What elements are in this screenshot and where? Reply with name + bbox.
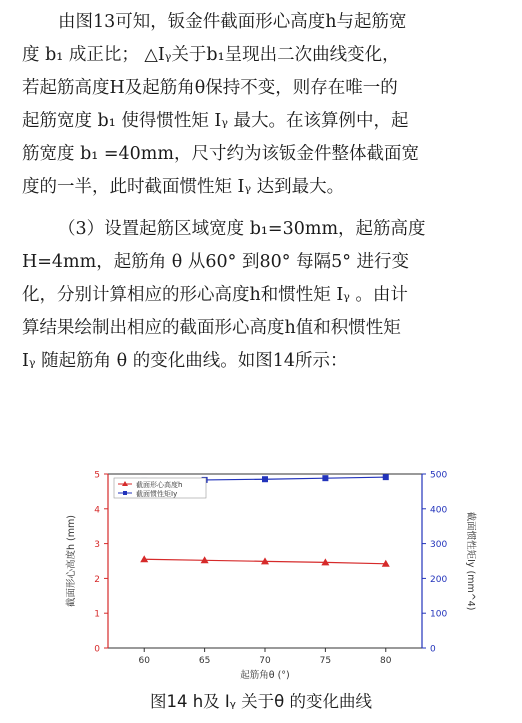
x-tick-label: 75 [319,656,332,666]
right-tick-label: 0 [430,644,436,655]
right-tick-label: 400 [430,505,448,516]
right-tick-label: 100 [430,609,448,620]
x-axis-label: 起筋角θ (°) [240,670,290,681]
x-tick-label: 65 [198,656,211,666]
text-line: 若起筋高度H及起筋角θ保持不变，则存在唯一的 [22,78,398,98]
left-tick-label: 3 [94,540,100,551]
text-line: 筋宽度 b₁ =40mm，尺寸约为该钣金件整体截面宽 [22,144,419,164]
legend-marker [123,491,127,495]
legend-label: 截面惯性矩Iy [136,490,178,498]
text-line: 算结果绘制出相应的截面形心高度h值和积惯性矩 [22,318,401,338]
left-tick-label: 0 [94,644,100,655]
figure-caption: 图14 h及 Iᵧ 关于θ 的变化曲线 [149,692,373,711]
text-line: 度的一半，此时截面惯性矩 Iᵧ 达到最大。 [22,177,345,197]
text-line: 度 b₁ 成正比； △Iᵧ关于b₁呈现出二次曲线变化， [22,45,400,65]
data-point [322,475,328,481]
text-line: 化，分别计算相应的形心高度h和惯性矩 Iᵧ 。由计 [22,285,408,305]
x-tick-label: 70 [259,656,271,666]
right-tick-label: 200 [430,574,448,585]
paragraph-2 [22,213,502,378]
left-tick-label: 4 [94,505,100,516]
right-tick-label: 500 [430,470,448,481]
x-tick-label: 80 [380,656,392,666]
legend-label: 截面形心高度h [136,481,183,489]
paragraph-1 [22,6,502,204]
text-line: （3）设置起筋区域宽度 b₁=30mm，起筋高度 [58,219,426,239]
text-line: Iᵧ 随起筋角 θ 的变化曲线。如图14所示： [22,351,348,371]
right-tick-label: 300 [430,540,448,551]
left-axis-label: 截面形心高度h (mm) [66,515,77,607]
left-tick-label: 2 [94,574,100,585]
text-line: 由图13可知，钣金件截面形心高度h与起筋宽 [58,12,407,32]
text-line: H=4mm，起筋角 θ 从60° 到80° 每隔5° 进行变 [22,252,410,272]
text-line: 起筋宽度 b₁ 使得惯性矩 Iᵧ 最大。在该算例中，起 [22,111,409,131]
right-axis-label: 截面惯性矩Iy (mm^4) [465,511,476,611]
data-point [383,474,389,480]
data-point [262,476,268,482]
x-tick-label: 60 [138,656,150,666]
left-tick-label: 5 [94,470,100,481]
chart-svg [60,466,480,686]
chart-figure-14 [60,466,480,686]
left-tick-label: 1 [94,609,100,620]
